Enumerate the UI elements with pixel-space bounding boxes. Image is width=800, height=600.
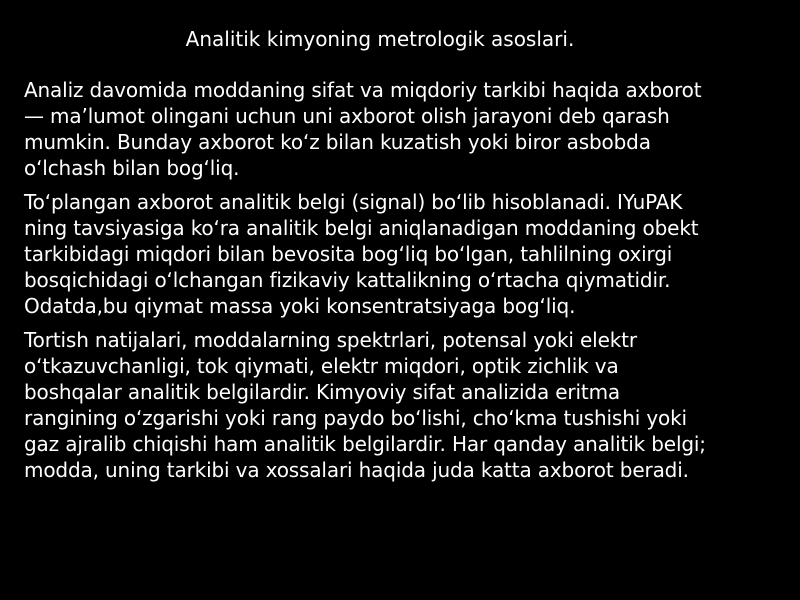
paragraph-line: bosqichidagi oʻlchangan fizikaviy kattalikning oʻrtacha qiymatidir. [24,268,671,292]
paragraph-line: rangining oʻzgarishi yoki rang paydo boʻlishi, choʻkma tushishi yoki [24,406,687,430]
paragraph-line: mumkin. Bunday axborot koʻz bilan kuzatish yoki biror asbobda [24,130,651,154]
slide-body [24,77,776,491]
paragraph-line: Analiz davomida moddaning sifat va miqdoriy tarkibi haqida axborot [24,78,702,102]
paragraph-line: modda, uning tarkibi va xossalari haqida juda katta axborot beradi. [24,458,689,482]
paragraph-line: tarkibidagi miqdori bilan bevosita bogʻliq boʻlgan, tahlilning oxirgi [24,242,673,266]
paragraph-line: Toʻplangan axborot analitik belgi (signal) boʻlib hisoblanadi. IYuPAK [24,190,683,214]
paragraph-1 [24,77,776,181]
paragraph-line: boshqalar analitik belgilardir. Kimyoviy sifat analizida eritma [24,380,621,404]
paragraph-line: oʻlchash bilan bogʻliq. [24,156,240,180]
paragraph-2 [24,189,776,319]
paragraph-line: oʻtkazuvchanligi, tok qiymati, elektr miqdori, optik zichlik va [24,354,619,378]
paragraph-line: — ma’lumot olingani uchun uni axborot olish jarayoni deb qarash [24,104,670,128]
paragraph-line: ning tavsiyasiga koʻra analitik belgi aniqlanadigan moddaning obekt [24,216,699,240]
paragraph-line: gaz ajralib chiqishi ham analitik belgilardir. Har qanday analitik belgi; [24,432,706,456]
slide-title: Analitik kimyoning metrologik asoslari. [185,27,575,51]
paragraph-line: Tortish natijalari, moddalarning spektrlari, potensal yoki elektr [24,328,637,352]
paragraph-3 [24,327,776,483]
paragraph-line: Odatda,bu qiymat massa yoki konsentratsiyaga bogʻliq. [24,294,576,318]
